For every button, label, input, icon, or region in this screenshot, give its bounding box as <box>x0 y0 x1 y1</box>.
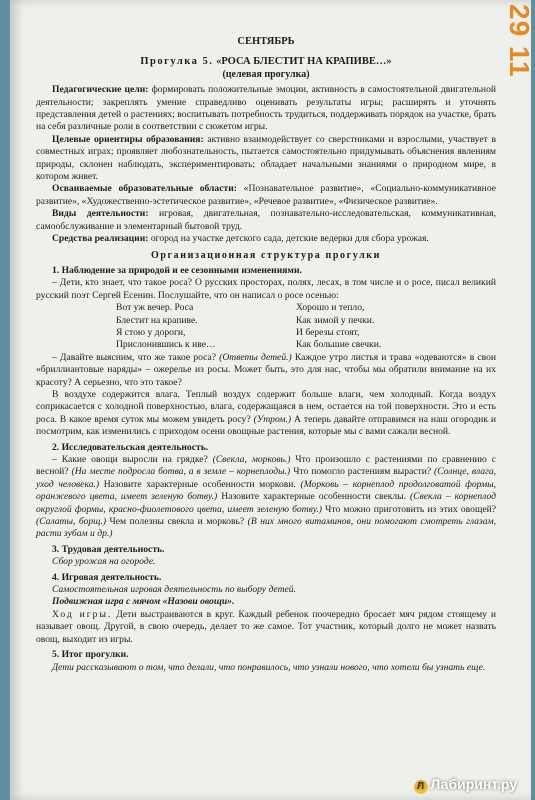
text-run: Назовите характерные особенности свеклы. <box>221 491 407 503</box>
areas-text: «Познавательное развитие», «Социально-коммуникативное развитие», «Художественно-эстетическое развитие», «Речевое развитие», «Физическое развитие». <box>36 183 496 207</box>
activity-kinds <box>36 208 496 233</box>
implementation-means <box>36 233 496 245</box>
section-2-heading: 2. Исследовательская деятельность. <box>52 441 209 453</box>
pedagogical-goals-label: Педагогические цели: <box>52 84 149 96</box>
section-5-heading: 5. Итог прогулки. <box>52 649 129 661</box>
pedagogical-goals-text: формировать положительные эмоции, активность в самостоятельной двигательной деятельности; закреплять умение справедливо оценивать результаты игры; расширять и уточнять представления детей о растениях; воспитывать потребность трудиться, поддерживать порядок на участке, брать на себя различные роли в соответствии с сюжетом игры. <box>36 84 496 133</box>
section-2-text <box>36 454 496 541</box>
book-page <box>10 0 535 800</box>
answer-run: (Свекла, морковь.) <box>212 454 291 465</box>
text-run: – Давайте выясним, что же такое роса? <box>52 351 217 363</box>
walk-label: Прогулка 5. <box>140 56 214 68</box>
poem-line: Прислонившись к иве… <box>116 339 216 351</box>
target-orientations <box>36 134 496 184</box>
poem-line: Блестит на крапиве. <box>116 314 198 326</box>
answer-run: (На месте подросла ботва, а в земле – корнеплоды.) <box>71 466 291 478</box>
answer-run: Дети рассказывают о том, что делали, что понравилось, что узнали нового, что хотели бы узнать еще. <box>52 661 486 673</box>
course-label: Ход игры. <box>52 608 113 620</box>
answer-run: Сбор урожая на огороде. <box>52 556 156 568</box>
means-label: Средства реализации: <box>52 233 149 245</box>
walk-name: «РОСА БЛЕСТИТ НА КРАПИВЕ…» <box>216 56 392 68</box>
answer-run: (Салаты, борщ.) <box>36 516 107 528</box>
text-run: В воздухе содержится влага. Теплый воздух содержит больше влаги, чем холодный. Когда воздух соприкасается с холодной поверхностью, влага, содержащаяся в нем, остается на той поверхности. Это и есть роса. В какое время суток мы можем увидеть росу? <box>36 388 496 425</box>
poem-line: Как большие свечки. <box>296 339 382 351</box>
section-1-explanation <box>36 389 496 439</box>
labirint-logo-icon: Л <box>414 780 428 794</box>
section-1-heading: 1. Наблюдение за природой и ее сезонными изменениями. <box>52 264 302 276</box>
answer-run: (Ответы детей.) <box>219 351 292 363</box>
section-1-question <box>36 352 496 389</box>
answer-run: (Солнце, влага, уход человека.) <box>36 466 497 490</box>
answer-run: (В них много витаминов, они помогают смотреть глазам, расти зубам и др.) <box>36 516 497 540</box>
answer-run: (Свекла – корнеплод округлой формы, красно-фиолетового цвета, имеет зеленую ботву.) <box>36 491 496 515</box>
course-text: Дети выстраиваются в круг. Каждый ребенок поочередно бросает мяч рядом стоящему и называет овощ. Другой, в свою очередь, делает то же самое. Тот участник, который долго не может назвать овощ, выходит из игры. <box>36 608 496 645</box>
areas-label: Осваиваемые образовательные области: <box>52 183 237 195</box>
watermark-text: Лабиринт.ру <box>430 776 517 792</box>
section-1-intro: – Дети, кто знает, что такое роса? О русских просторах, полях, лесах, в том числе и о росе, писал великий русский поэт Сергей Есенин. Послушайте, что он написал о росе осенью: <box>36 277 496 301</box>
kinds-text: игровая, двигательная, познавательно-исследовательская, коммуникативная, самообслуживание и элементарный бытовой труд. <box>36 208 496 232</box>
section-3-text <box>36 556 496 568</box>
text-run: – Какие овощи выросли на грядке? <box>52 454 208 465</box>
watermark <box>414 778 518 794</box>
month-heading: СЕНТЯБРЬ <box>237 36 295 47</box>
text-run: Чем полезны свекла и морковь? <box>109 516 245 528</box>
answer-run: Самостоятельная игровая деятельность по выбору детей. <box>52 584 296 596</box>
pedagogical-goals <box>36 84 496 134</box>
walk-subtitle: (целевая прогулка) <box>222 68 310 80</box>
text-run: Каждое утро листья и трава «одеваются» в свои «бриллиантовые наряды» – ожерелье из росы. Может быть, это для нас, чтобы мы обратили внимание на их красоту? А серьезно, что это такое? <box>36 351 496 388</box>
game-title <box>36 596 496 608</box>
means-text: огород на участке детского сада, детские ведерки для сбора урожая. <box>150 233 429 245</box>
poem-line: Вот уж вечер. Роса <box>116 302 194 314</box>
walk-title <box>36 56 496 68</box>
poem-line: Хорошо и тепло, <box>296 302 365 314</box>
text-run: Что помогло растениям вырасти? <box>293 466 432 478</box>
text-run: Что произошло с растениями по сравнению с весной? <box>36 454 496 478</box>
section-4-text <box>36 584 496 596</box>
target-label: Целевые ориентиры образования: <box>52 133 204 145</box>
game-name: Подвижная игра с мячом «Назови овощи». <box>52 596 235 608</box>
org-structure-title: Организационная структура прогулки <box>150 249 382 261</box>
poem-line: Я стою у дороги, <box>116 326 186 338</box>
answer-run: (Морковь – корнеплод продолговатой формы, оранжевого цвета, имеет зеленую ботву.) <box>36 478 496 503</box>
text-run: А теперь давайте отправимся на наш огородик и посмотрим, как изменились с приходом осени овощные растения, которые мы с вами сажали весной. <box>36 413 497 438</box>
answer-run: (Утром.) <box>253 413 292 425</box>
text-run: Что можно приготовить из этих овощей? <box>325 503 496 515</box>
poem-line: Как зимой у печки. <box>296 314 375 326</box>
target-text: активно взаимодействует со сверстниками и взрослыми, участвует в совместных играх; проявляет любознательность, пытается самостоятельно придумывать объяснения явлениям природы, склонен наблюдать, экспериментировать; обладает начальными знаниями о природном мире, в котором живет. <box>36 133 496 183</box>
educational-areas <box>36 183 496 208</box>
poem <box>116 302 496 352</box>
text-run: Назовите характерные особенности моркови. <box>103 478 296 490</box>
date-stamp: 29 11 <box>504 4 535 78</box>
page-content <box>36 36 496 674</box>
poem-line: И березы стоят, <box>296 326 360 338</box>
game-course <box>36 609 496 646</box>
kinds-label: Виды деятельности: <box>52 208 149 220</box>
section-4-heading: 4. Игровая деятельность. <box>52 571 162 583</box>
section-5-text <box>36 662 496 674</box>
section-3-heading: 3. Трудовая деятельность. <box>52 543 165 555</box>
